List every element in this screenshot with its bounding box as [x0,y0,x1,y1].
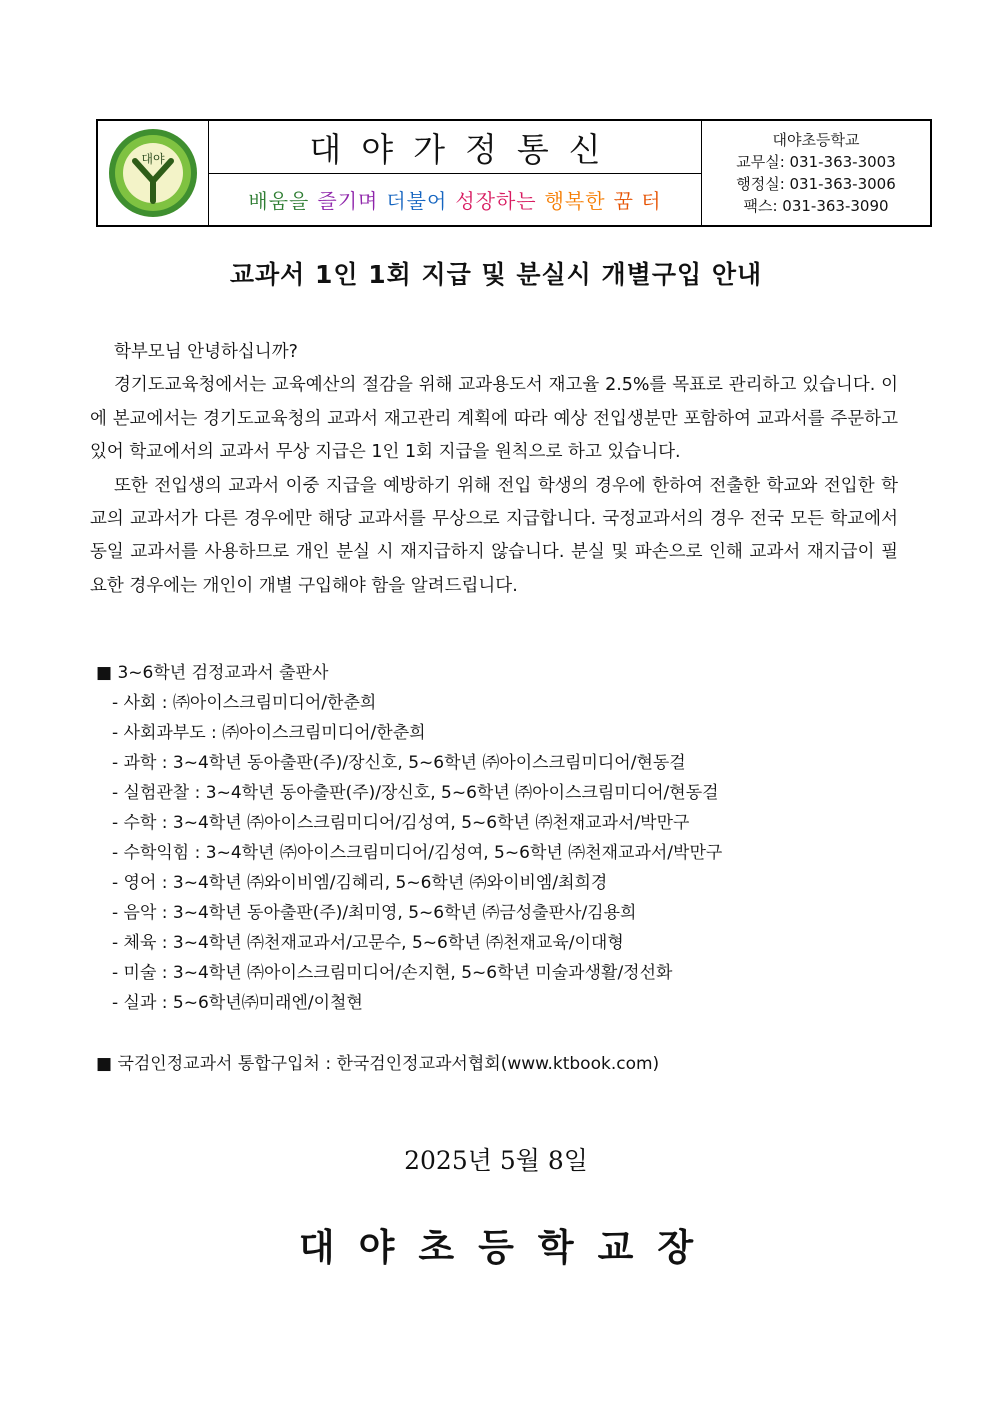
issue-date: 2025년 5월 8일 [404,1146,588,1175]
publisher-item: - 실과 : 5~6학년㈜미래엔/이철현 [112,993,363,1013]
motto-word: 배움을 [248,189,310,213]
newsletter-header [96,119,932,227]
phone-admin: 행정실: 031-363-3006 [736,175,896,193]
motto-word: 행복한 [544,189,606,213]
purchase-info: ■ 국검인정교과서 통합구입처 : 한국검인정교과서협회(www.ktbook.com) [96,1054,660,1074]
motto-word: 성장하는 [455,189,537,213]
phone-academic: 교무실: 031-363-3003 [736,153,896,171]
publisher-item: - 수학익힘 : 3~4학년 ㈜아이스크림미디어/김성여, 5~6학년 ㈜천재교과서/박만구 [112,843,723,863]
publisher-item: - 사회과부도 : ㈜아이스크림미디어/한춘희 [112,723,426,743]
school-name: 대야초등학교 [772,131,860,149]
title-cell [209,121,702,225]
publisher-list-title: ■ 3~6학년 검정교과서 출판사 [96,663,329,683]
newsletter-title: 대야가정통신 [209,121,701,174]
fax-number: 팩스: 031-363-3090 [743,197,889,215]
paragraph-1: 경기도교육청에서는 교육예산의 절감을 위해 교과용도서 재고율 2.5%를 목표로 관리하고 있습니다. 이에 본교에서는 경기도교육청의 교과서 재고관리 계획에 따라 예상 전입생분만 포함하여 교과서를 주문하고 있어 학교에서의 교과서 무상 지급은 1인 1회 지급을 원칙으로 하고 있습니다. [90,375,898,463]
document-title: 교과서 1인 1회 지급 및 분실시 개별구입 안내 [229,260,763,289]
motto [209,174,701,225]
publisher-item: - 실험관찰 : 3~4학년 동아출판(주)/장신호, 5~6학년 ㈜아이스크림미디어/현동걸 [112,783,719,803]
publisher-item: - 사회 : ㈜아이스크림미디어/한춘희 [112,693,377,713]
school-logo [105,125,201,221]
paragraph-2: 또한 전입생의 교과서 이중 지급을 예방하기 위해 전입 학생의 경우에 한하여 전출한 학교와 전입한 학교의 교과서가 다른 경우에만 해당 교과서를 무상으로 지급합니다. 국정교과서의 경우 전국 모든 학교에서 동일 교과서를 사용하므로 개인 분실 시 재지급하지 않습니다. 분실 및 파손으로 인해 교과서 재지급이 필요한 경우에는 개인이 개별 구입해야 함을 알려드립니다. [90,475,898,596]
motto-word: 더불어 [386,189,448,213]
publisher-item: - 수학 : 3~4학년 ㈜아이스크림미디어/김성여, 5~6학년 ㈜천재교과서/박만구 [112,813,690,833]
motto-word: 즐기며 [317,189,379,213]
motto-word: 꿈 터 [613,189,662,213]
publisher-item: - 영어 : 3~4학년 ㈜와이비엠/김혜리, 5~6학년 ㈜와이비엠/최희경 [112,873,608,893]
publisher-item: - 음악 : 3~4학년 동아출판(주)/최미영, 5~6학년 ㈜금성출판사/김용희 [112,903,637,923]
logo-lettering: 대야 [141,152,165,166]
greeting: 학부모님 안녕하십니까? [114,342,298,362]
publisher-item: - 미술 : 3~4학년 ㈜아이스크림미디어/손지현, 5~6학년 미술과생활/정선화 [112,963,673,983]
publisher-list [96,658,722,1018]
publisher-item: - 과학 : 3~4학년 동아출판(주)/장신호, 5~6학년 ㈜아이스크림미디어/현동걸 [112,753,686,773]
school-logo-cell [98,121,209,225]
body-text [90,336,898,603]
publisher-items [96,688,722,1018]
signer: 대야초등학교장 [298,1226,718,1269]
contact-info [702,121,930,225]
publisher-item: - 체육 : 3~4학년 ㈜천재교과서/고문수, 5~6학년 ㈜천재교육/이대형 [112,933,624,953]
